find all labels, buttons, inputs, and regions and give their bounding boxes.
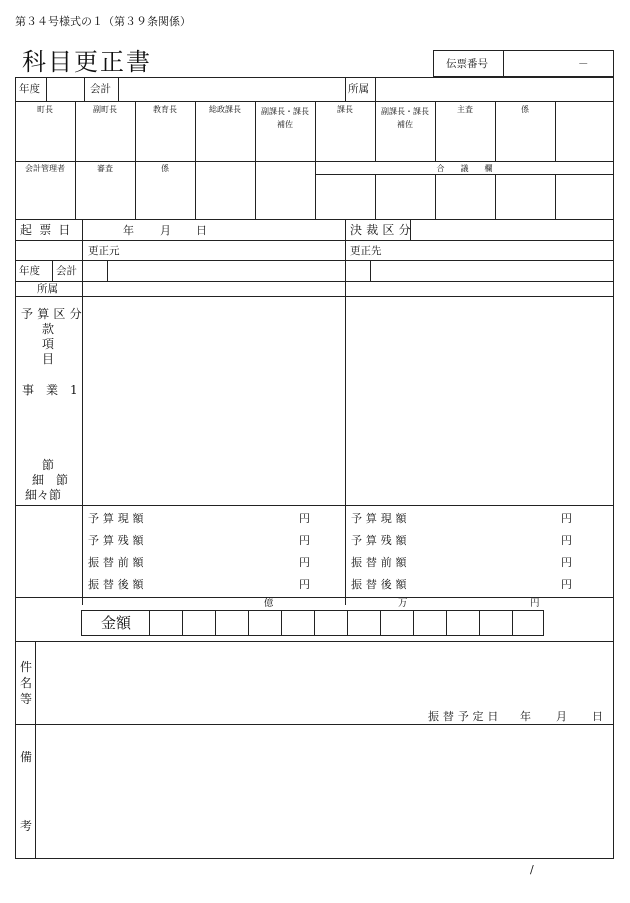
voucher-number-label: 伝票番号 <box>446 58 488 70</box>
transfer-date-label: 振替予定日 <box>428 710 503 723</box>
right-remaining-budget: 予算残額 <box>351 534 411 547</box>
decision-label: 決裁区分 <box>350 223 415 237</box>
right-yen-2: 円 <box>561 534 572 547</box>
subject-label: 件名等 <box>20 660 33 706</box>
row-accounting-label: 会計 <box>56 265 77 277</box>
saisai-setsu-label: 細々節 <box>25 488 62 502</box>
approver-section-chief: 課長 <box>337 105 353 114</box>
budget-kan-label: 款 <box>42 322 55 336</box>
approver-accounting-manager: 会計管理者 <box>25 164 65 173</box>
unit-en: 円 <box>530 598 540 609</box>
approver-mayor: 町長 <box>37 105 53 114</box>
left-yen-2: 円 <box>299 534 310 547</box>
approver-vice-mayor: 副町長 <box>93 105 117 114</box>
budget-moku-label: 目 <box>42 352 55 366</box>
page-title: 科目更正書 <box>22 48 152 76</box>
top-dept-label: 所属 <box>348 83 369 95</box>
council-label: 合 議 欄 <box>436 164 493 173</box>
right-current-budget: 予算現額 <box>351 512 411 525</box>
approver-chief-examiner: 主査 <box>457 105 473 114</box>
unit-oku: 億 <box>264 598 274 609</box>
right-yen-3: 円 <box>561 556 572 569</box>
draft-year: 年 <box>123 224 134 237</box>
page-mark: / <box>530 863 534 876</box>
before-label: 更正元 <box>88 245 120 257</box>
project-label: 事 業 1 <box>22 383 78 397</box>
voucher-number-value[interactable]: － <box>578 58 589 70</box>
approver-superintendent: 教育長 <box>153 105 177 114</box>
amount-label: 金額 <box>101 614 132 632</box>
left-yen-4: 円 <box>299 578 310 591</box>
approver-deputy-chief-1: 副課長・課長補佐 <box>261 107 309 129</box>
right-before-transfer: 振替前額 <box>351 556 411 569</box>
remarks-label-2: 考 <box>20 819 33 833</box>
unit-man: 万 <box>398 598 408 609</box>
budget-kou-label: 項 <box>42 337 55 351</box>
left-before-transfer: 振替前額 <box>88 556 148 569</box>
remarks-label-1: 備 <box>20 750 33 764</box>
top-year-label: 年度 <box>19 83 40 95</box>
top-accounting-label: 会計 <box>90 83 111 95</box>
transfer-day: 日 <box>592 710 603 723</box>
row-year-label: 年度 <box>19 265 40 277</box>
setsu-label: 節 <box>42 458 55 472</box>
left-remaining-budget: 予算残額 <box>88 534 148 547</box>
right-yen-1: 円 <box>561 512 572 525</box>
right-yen-4: 円 <box>561 578 572 591</box>
draft-day: 日 <box>196 224 207 237</box>
transfer-year: 年 <box>520 710 531 723</box>
approver-deputy-chief-2: 副課長・課長補佐 <box>381 107 429 129</box>
amount-box <box>81 610 544 636</box>
left-current-budget: 予算現額 <box>88 512 148 525</box>
row-dept-label: 所属 <box>37 283 58 295</box>
left-yen-3: 円 <box>299 556 310 569</box>
after-label: 更正先 <box>350 245 382 257</box>
transfer-month: 月 <box>556 710 567 723</box>
draft-date-label: 起票日 <box>20 223 78 237</box>
left-after-transfer: 振替後額 <box>88 578 148 591</box>
approver-clerk: 係 <box>521 105 529 114</box>
budget-class-label: 予算区分 <box>21 307 86 321</box>
draft-month: 月 <box>160 224 171 237</box>
approver-clerk-2: 係 <box>161 164 169 173</box>
form-number-label: 第３４号様式の１（第３９条関係） <box>15 15 191 28</box>
left-yen-1: 円 <box>299 512 310 525</box>
sai-setsu-label: 細 節 <box>32 473 69 487</box>
approver-review: 審査 <box>97 164 113 173</box>
right-after-transfer: 振替後額 <box>351 578 411 591</box>
approver-general-affairs-chief: 総政課長 <box>209 105 241 114</box>
